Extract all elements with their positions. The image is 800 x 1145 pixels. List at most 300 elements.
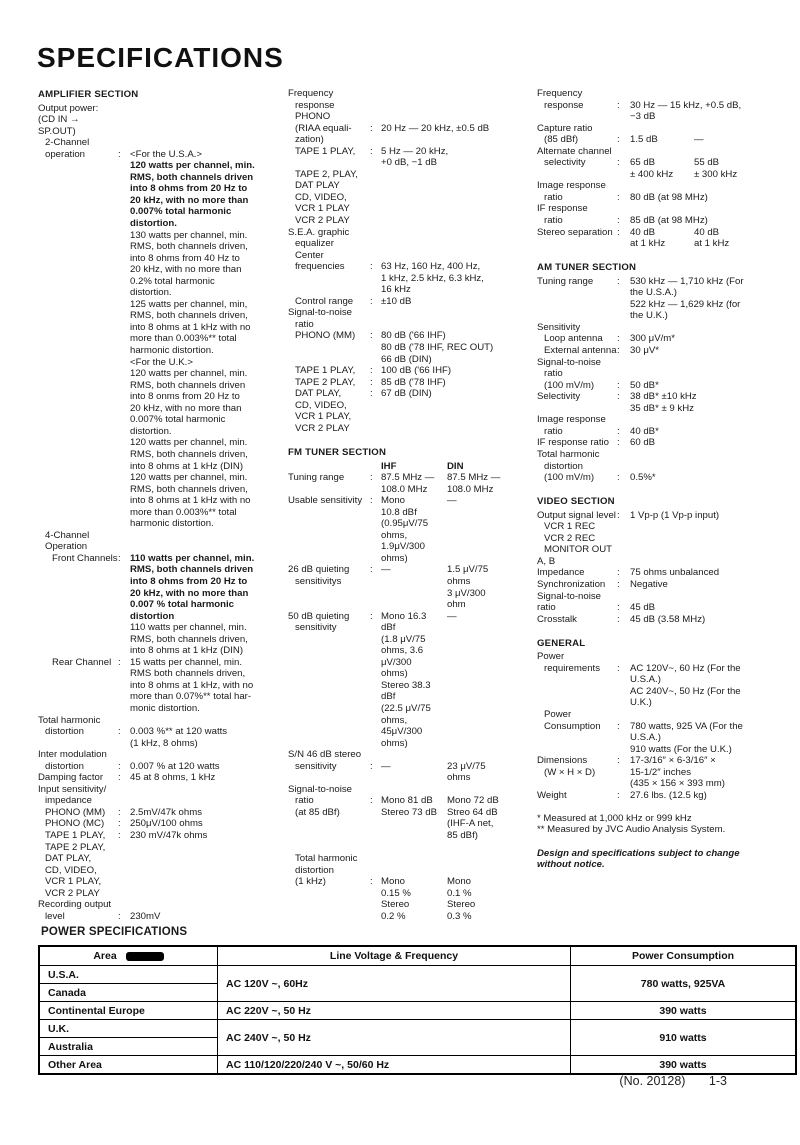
spec-line [38,680,288,692]
spec-value [381,180,537,192]
spec-value: 75 ohms unbalanced [630,567,720,579]
colon-separator: : [118,656,121,668]
spec-value [130,103,288,115]
spec-line [537,426,775,438]
spec-value: into 8 ohms at 1 kHz with no [130,495,251,507]
spec-value [381,784,537,796]
colon-separator [118,183,130,195]
colon-separator [370,400,381,412]
spec-label [38,461,118,473]
spec-label: SP.OUT) [38,125,76,137]
colon-separator [617,322,630,334]
colon-separator [118,715,130,727]
spec-label [38,738,118,750]
colon-separator [118,668,130,680]
spec-label: Total harmonic [38,714,101,726]
spec-line [288,507,537,519]
spec-line [288,227,537,239]
spec-value-din: 3 μV/300 [447,587,486,599]
spec-label [38,368,118,380]
spec-line [38,772,288,784]
spec-label [288,157,370,169]
spec-label: (W × H × D) [544,766,596,778]
spec-value: RMS, both channels driven [130,379,246,391]
spec-value [381,749,537,761]
spec-line [537,697,775,709]
colon-separator [370,657,381,669]
spec-line [288,853,537,865]
colon-separator [617,697,630,709]
spec-line [38,495,288,507]
spec-line [288,495,537,507]
section-header: VIDEO SECTION [537,496,615,508]
line-voltage-cell: AC 120V ~, 60Hz [218,966,571,1002]
colon-separator [118,426,130,438]
colon-separator [370,645,381,657]
spec-value: 20 Hz — 20 kHz, ±0.5 dB [381,122,490,134]
spec-label: IF response [537,203,588,215]
spec-value-din: (IHF-A net, [447,818,494,830]
spec-label: Usable sensitivity [288,495,363,507]
spec-value-din: Mono [447,876,471,888]
spec-value: the U.K.) [630,310,668,322]
colon-separator [118,530,130,542]
section-header: GENERAL [537,637,586,649]
spec-label: VCR 2 REC [544,532,596,544]
spec-value [130,876,288,888]
colon-separator [118,103,130,115]
spec-label [38,299,118,311]
spec-line [537,510,775,522]
spec-line [537,651,775,663]
spec-label: CD, VIDEO, [295,191,347,203]
colon-separator [617,310,630,322]
colon-separator [118,461,130,473]
spec-value: U.S.A.) [630,674,661,686]
colon-separator [118,738,130,750]
spec-label [537,299,617,311]
spec-label: DAT PLAY, [45,853,92,865]
colon-separator [370,530,381,542]
colon-separator [118,541,130,553]
spec-value: 1.5 dB [630,134,658,146]
page-footer [38,1074,775,1088]
colon-separator [617,674,630,686]
spec-value: U.K.) [630,697,652,709]
spec-value: 15 watts per channel, min. [130,656,242,668]
spec-label [537,744,617,756]
colon-separator [617,123,630,135]
spec-line [537,414,775,426]
spec-value-din: ohm [447,599,466,611]
redaction-box [126,952,164,961]
spec-value: 1 kHz, 2.5 kHz, 6.3 kHz, [381,272,484,284]
spec-line [38,588,288,600]
spec-label [288,715,370,727]
spec-line [38,368,288,380]
colon-separator [118,865,130,877]
colon-separator [118,842,130,854]
spec-label [288,911,370,923]
colon-separator [370,215,381,227]
colon-separator [370,865,381,877]
colon-separator: : [617,333,620,345]
spec-value [630,556,775,568]
spec-value [630,414,775,426]
spec-value: harmonic distortion. [130,518,214,530]
spec-line [288,749,537,761]
spec-line [288,541,537,553]
spec-line [38,484,288,496]
spec-label [38,357,118,369]
spec-label [288,726,370,738]
colon-separator [617,449,630,461]
colon-separator [370,484,381,496]
spec-label [38,253,118,265]
spec-line [38,703,288,715]
spec-line [38,414,288,426]
spec-value-din: 55 dB [694,157,720,169]
spec-value: 125 watts per channel, min, [130,298,248,310]
spec-value [630,533,775,545]
spec-label: (RIAA equali- [295,122,352,134]
spec-value [381,215,537,227]
spec-line [537,591,775,603]
colon-separator: : [617,567,620,579]
spec-label [38,333,118,345]
spec-line [537,674,775,686]
colon-separator [118,518,130,530]
spec-value: into 8 ohms at 1 kHz with no [130,321,251,333]
spec-label: CD, VIDEO, [45,864,97,876]
colon-separator [617,767,630,779]
spec-value [381,238,537,250]
colon-separator [617,368,630,380]
spec-value [130,865,288,877]
colon-separator: : [118,910,121,922]
spec-line [537,449,775,461]
spec-value-din: 1.5 μV/75 [447,564,489,576]
spec-label [38,691,118,703]
colon-separator [118,333,130,345]
spec-value [381,319,537,331]
spec-value [130,114,288,126]
spec-value [381,865,537,877]
spec-label: Sensitivity [537,321,581,333]
spec-label [38,160,118,172]
spec-line [537,461,775,473]
section-header: FM TUNER SECTION [288,446,387,458]
spec-label: level [45,910,65,922]
spec-label [38,576,118,588]
spec-label [288,645,370,657]
colon-separator [118,888,130,900]
spec-label [288,634,370,646]
spec-line [288,400,537,412]
spec-value: 0.5%* [630,472,656,484]
spec-line [38,449,288,461]
spec-value [630,180,775,192]
spec-line [38,715,288,727]
spec-value: Stereo 73 dB [381,806,438,818]
spacer-line [537,625,775,637]
colon-separator [118,126,130,138]
spec-label: sensitivity [295,760,337,772]
spec-label: Front Channels [52,552,118,564]
spec-line [537,614,775,626]
spec-value: <For the U.K.> [130,356,193,368]
colon-separator: : [617,613,620,625]
spec-line [38,853,288,865]
colon-separator [118,357,130,369]
spec-value [381,588,447,600]
spec-value: 120 watts per channel, min. [130,472,248,484]
colon-separator [370,507,381,519]
spec-line [537,744,775,756]
spec-line [288,484,537,496]
spec-line [38,287,288,299]
colon-separator [617,732,630,744]
spec-line [537,227,775,239]
spec-value [630,709,775,721]
spec-value: 910 watts (For the U.K.) [630,743,732,755]
spec-value: distortion [130,610,175,622]
spec-line [537,299,775,311]
spec-value-din: 0.1 % [447,887,472,899]
spec-label: (85 dBf) [544,134,579,146]
spec-line [288,726,537,738]
spec-value: 2.5mV/47k ohms [130,806,202,818]
spec-line [537,157,775,169]
spec-value [630,461,775,473]
colon-separator [370,715,381,727]
spec-value: 1 Vp-p (1 Vp-p input) [630,509,720,521]
area-cell: Canada [39,984,218,1002]
spec-value: 230 mV/47k ohms [130,830,208,841]
consumption-header-label: Power Consumption [631,950,735,962]
spec-label: Selectivity [537,391,581,403]
spacer-line [288,434,537,446]
colon-separator: : [118,818,121,830]
spec-line [288,111,537,123]
spec-line [537,276,775,288]
spec-line [288,622,537,634]
spec-value: ohms, [381,714,408,726]
spec-value [381,169,537,181]
spec-line [38,241,288,253]
colon-separator [370,273,381,285]
spec-line [288,715,537,727]
colon-separator [370,518,381,530]
spec-value [381,203,537,215]
colon-separator [118,230,130,242]
spec-label: (100 mV/m) [544,379,595,391]
colon-separator: : [370,610,373,622]
colon-separator [370,100,381,112]
spec-line [288,411,537,423]
spec-value [381,227,537,239]
spec-line [38,253,288,265]
spacer-line [537,836,775,848]
spec-value [381,111,537,123]
spec-line [38,183,288,195]
colon-separator [118,241,130,253]
spec-value: into 8 ohms at 1 kHz (DIN) [130,460,244,472]
spec-label [288,830,370,842]
spec-value: 38 dB* ±10 kHz [630,391,697,403]
spec-value-din: 23 μV/75 [447,760,486,772]
spec-line [288,250,537,262]
colon-separator: : [118,806,121,818]
colon-separator [370,853,381,865]
page-number: 1-3 [708,1074,727,1088]
spec-label [38,195,118,207]
colon-separator: : [370,330,373,342]
page-title: SPECIFICATIONS [37,42,284,73]
colon-separator: : [617,191,620,203]
colon-separator [617,709,630,721]
spec-line [537,357,775,369]
colon-separator [118,437,130,449]
spec-value: 45μV/300 [381,726,423,738]
spec-line [38,299,288,311]
spec-value [630,123,775,135]
spec-line [537,556,775,568]
spec-value [130,530,288,542]
spec-line [537,521,775,533]
colon-separator [370,553,381,565]
spec-value-din: DIN [447,460,464,472]
colon-separator: : [617,472,620,484]
spec-value [130,795,288,807]
spec-line [38,842,288,854]
spec-line [288,319,537,331]
spec-line [537,602,775,614]
spec-line [38,818,288,830]
spec-label [38,172,118,184]
spec-line [537,391,775,403]
spec-label: Output power: [38,102,99,114]
spec-line [537,403,775,415]
colon-separator [118,172,130,184]
spec-label: Signal-to-noise [537,356,601,368]
spec-label: distortion [45,726,84,738]
spec-line [537,778,775,790]
spec-label: requirements [544,662,600,674]
spec-line [38,749,288,761]
spec-value: (1.8 μV/75 [381,633,426,645]
power-table-row [39,1002,796,1020]
colon-separator [370,680,381,692]
spec-line [38,564,288,576]
spec-value [381,134,537,146]
spec-value-din: — [447,495,457,507]
spec-value: 30 μV* [630,345,659,357]
spec-line [288,157,537,169]
spec-value: 16 kHz [381,284,411,296]
power-table-header-row [39,946,796,966]
spec-line [537,134,775,146]
spec-line [537,333,775,345]
spec-label [38,484,118,496]
colon-separator [118,749,130,761]
spec-label: ratio [295,795,314,807]
spec-label: Control range [295,295,354,307]
colon-separator [118,195,130,207]
spec-label [38,622,118,634]
colon-separator [370,738,381,750]
spec-label [288,507,370,519]
colon-separator [617,414,630,426]
spec-label [288,284,370,296]
colon-separator [617,111,630,123]
spec-label: Rear Channel [52,656,112,668]
colon-separator: : [617,662,620,674]
spec-line [38,622,288,634]
spec-label [288,657,370,669]
spec-label: Signal-to-noise [288,783,352,795]
spec-value: μV/300 [381,656,412,668]
colon-separator: : [118,772,121,784]
spec-value: (0.95μV/75 [381,518,429,530]
spec-line [38,541,288,553]
spec-line [288,738,537,750]
spec-line [288,330,537,342]
spec-label [38,645,118,657]
colon-separator [118,276,130,288]
spec-value: ohms) [381,552,408,564]
spec-label: ratio [537,602,556,614]
spec-line [38,345,288,357]
spec-line [288,423,537,435]
spec-label [38,449,118,461]
spec-label [537,674,617,686]
colon-separator: : [370,388,373,400]
spec-line [38,611,288,623]
spec-line [537,567,775,579]
spec-line [38,195,288,207]
spec-value: 110 watts per channel, min. [130,622,247,634]
spec-line [288,238,537,250]
spec-label [38,564,118,576]
colon-separator [370,576,381,588]
spec-label [38,426,118,438]
colon-separator [118,576,130,588]
spec-line [288,284,537,296]
spec-value: 30 Hz — 15 kHz, +0.5 dB, [630,99,742,111]
spec-label [288,772,370,784]
spec-value: 0.007 % total harmonic [130,599,234,611]
colon-separator [370,818,381,830]
power-table-row [39,1020,796,1038]
spec-line [288,273,537,285]
spec-value [381,423,537,435]
power-table-header-consumption [571,946,797,966]
spec-label: Loop antenna [544,333,603,345]
spec-value-din: 108.0 MHz [447,483,494,495]
spec-line [38,795,288,807]
spec-line [38,264,288,276]
spec-line [288,354,537,366]
spec-line [537,767,775,779]
spec-line [537,169,775,181]
spec-value: 10.8 dBf [381,506,417,518]
colon-separator [617,146,630,158]
power-specifications-section [38,926,775,1075]
spec-line [288,518,537,530]
spec-label: Output signal level [537,509,616,521]
spec-line [288,576,537,588]
